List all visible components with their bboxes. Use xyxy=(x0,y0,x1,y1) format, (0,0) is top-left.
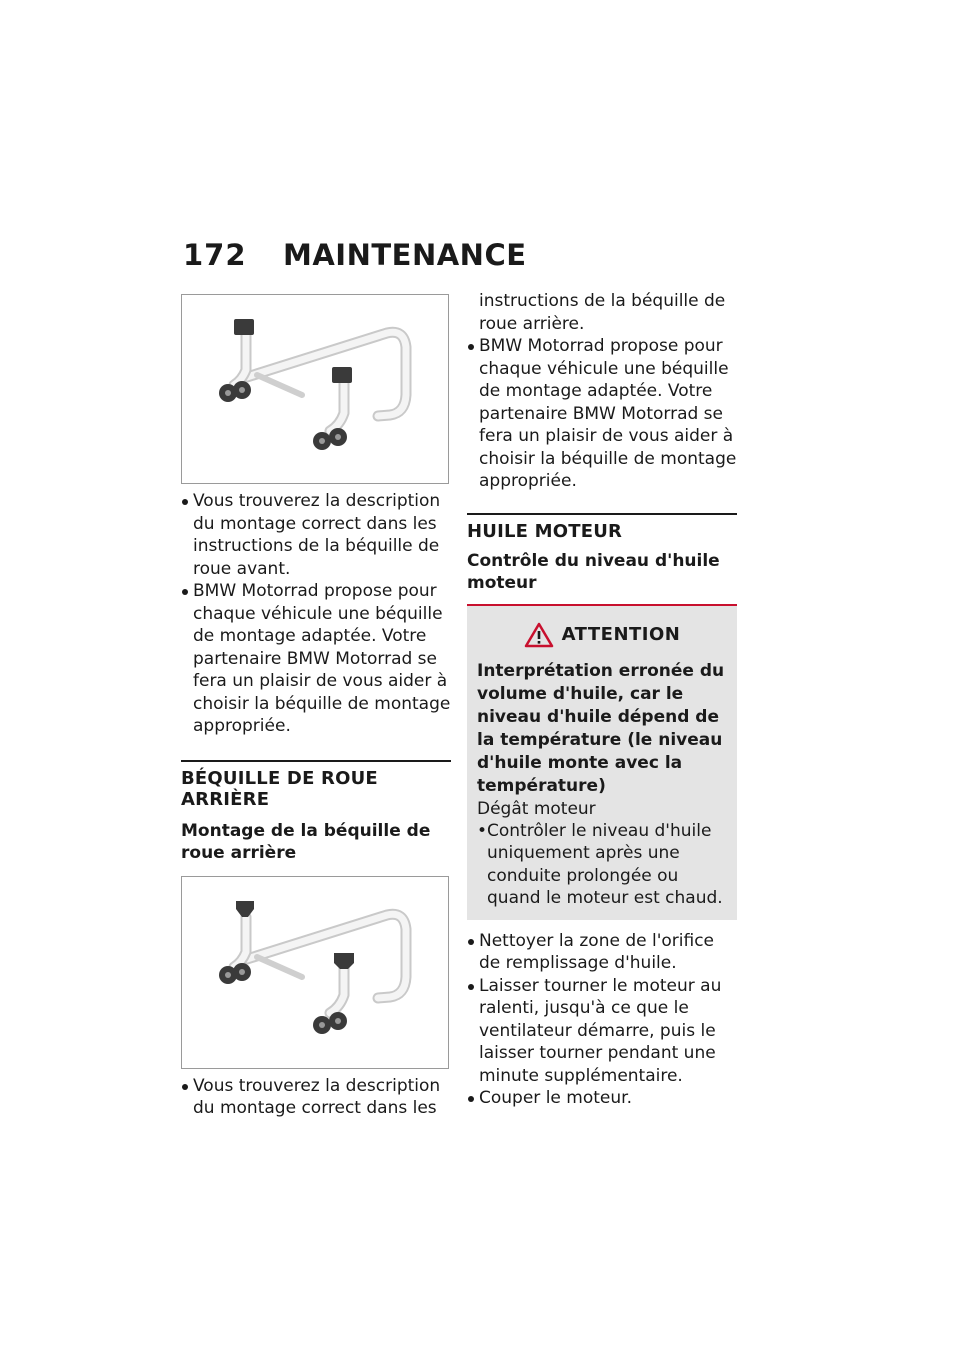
oil-check-steps xyxy=(467,930,737,1110)
attention-box xyxy=(467,604,737,920)
right-column xyxy=(467,290,737,1110)
list-item: BMW Motorrad propose pour chaque véhicule une béquille de montage adaptée. Votre partenaire BMW Motorrad se fera un plaisir de vous aider à choisir la béquille de montage appropriée. xyxy=(181,580,451,738)
subheading: Contrôle du niveau d'huile moteur xyxy=(467,550,720,593)
rear-stand-illustration xyxy=(181,876,449,1069)
list-item: BMW Motorrad propose pour chaque véhicule une béquille de montage adaptée. Votre partenaire BMW Motorrad se fera un plaisir de vous aider à choisir la béquille de montage appropriée. xyxy=(467,335,737,493)
front-stand-notes xyxy=(181,490,451,738)
section-divider xyxy=(181,760,451,762)
list-item-continued: instructions de la béquille de roue arrière. xyxy=(479,291,726,334)
subheading: Montage de la béquille de roue arrière xyxy=(181,820,431,863)
attention-title: ATTENTION xyxy=(561,624,681,645)
front-stand-illustration xyxy=(181,294,449,484)
chapter-title: MAINTENANCE xyxy=(283,238,527,272)
left-column xyxy=(181,294,451,1120)
page-header xyxy=(183,238,527,278)
attention-measures xyxy=(477,820,727,910)
attention-header xyxy=(477,622,727,648)
attention-consequence: Dégât moteur xyxy=(477,798,596,819)
list-item: Vous trouverez la description du montage correct dans les instructions de la béquille de roue avant. xyxy=(181,490,451,580)
rear-stand-notes xyxy=(181,1075,451,1120)
section-divider xyxy=(467,513,737,515)
section-heading: BÉQUILLE DE ROUE ARRIÈRE xyxy=(181,767,378,810)
list-item: Couper le moteur. xyxy=(467,1087,737,1110)
attention-warning: Interprétation erronée du volume d'huile, car le niveau d'huile dépend de la température (le niveau d'huile monte avec la température) xyxy=(477,660,725,796)
section-heading: HUILE MOTEUR xyxy=(467,520,623,542)
page-number: 172 xyxy=(183,238,247,272)
list-item: Nettoyer la zone de l'orifice de remplissage d'huile. xyxy=(467,930,737,975)
warning-triangle-icon xyxy=(524,622,554,648)
list-item: Laisser tourner le moteur au ralenti, jusqu'à ce que le ventilateur démarre, puis le laisser tourner pendant une minute supplémentaire. xyxy=(467,975,737,1088)
stand-drawing xyxy=(182,295,450,485)
rear-stand-notes-continued xyxy=(467,290,737,493)
stand-drawing xyxy=(182,877,450,1070)
list-item: Vous trouverez la description du montage correct dans les xyxy=(181,1075,451,1120)
list-item: • Contrôler le niveau d'huile uniquement après une conduite prolongée ou quand le moteur est chaud. xyxy=(477,820,727,910)
